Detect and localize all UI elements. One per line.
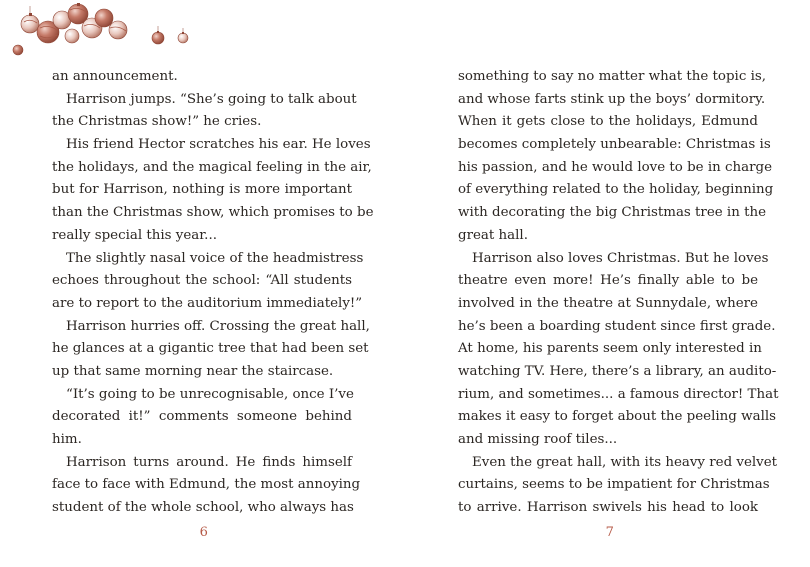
text-line: and whose farts stink up the boys’ dormitory.	[458, 91, 766, 107]
text-line: curtains, seems to be impatient for Christmas	[458, 477, 770, 493]
text-line: “It’s going to be unrecognisable, once I’ve	[66, 386, 354, 402]
text-line: becomes completely unbearable: Christmas is	[458, 137, 771, 153]
text-line: Harrison turns around. He finds himself	[66, 454, 352, 470]
text-line: and missing roof tiles...	[458, 432, 618, 447]
text-line: he’s been a boarding student since first grade.	[458, 318, 776, 334]
text-line: His friend Hector scratches his ear. He loves	[66, 137, 371, 153]
text-line: an announcement.	[52, 69, 178, 84]
text-line: he glances at a gigantic tree that had been set	[52, 341, 369, 357]
text-line: decorated it!” comments someone behind	[52, 409, 352, 425]
text-line: are to report to the auditorium immediately!”	[52, 295, 363, 311]
text-line: watching TV. Here, there’s a library, an audito-	[458, 363, 777, 379]
text-line: him.	[52, 432, 82, 447]
text-line: his passion, and he would love to be in charge	[458, 159, 773, 175]
text-line: Harrison hurries off. Crossing the great hall,	[66, 318, 370, 334]
christmas-ornaments-icon	[0, 0, 200, 70]
text-line: but for Harrison, nothing is more important	[52, 182, 352, 198]
text-line: echoes throughout the school: “All students	[52, 273, 352, 289]
text-line: Harrison jumps. “She’s going to talk about	[66, 91, 357, 107]
text-line: up that same morning near the staircase.	[52, 363, 334, 379]
left-page	[52, 66, 374, 520]
text-line: Harrison also loves Christmas. But he loves	[472, 250, 769, 266]
text-line: At home, his parents seem only interested in	[458, 341, 762, 357]
text-line: the holidays, and the magical feeling in the air,	[52, 159, 372, 175]
text-line: When it gets close to the holidays, Edmund	[458, 114, 758, 130]
text-line: involved in the theatre at Sunnydale, where	[458, 295, 758, 311]
text-line: rium, and sometimes... a famous director! That	[458, 386, 779, 402]
text-line: something to say no matter what the topic is,	[458, 69, 766, 84]
page-number-right: 7	[605, 525, 615, 540]
text-line: than the Christmas show, which promises to be	[52, 205, 374, 221]
text-line: really special this year...	[52, 227, 217, 243]
text-line: great hall.	[458, 227, 528, 243]
text-line: makes it easy to forget about the peeling walls	[458, 409, 777, 425]
text-line: theatre even more! He’s finally able to be	[458, 273, 758, 289]
text-line: with decorating the big Christmas tree in the	[458, 205, 767, 221]
text-line: face to face with Edmund, the most annoying	[52, 477, 361, 493]
text-line: The slightly nasal voice of the headmistress	[66, 250, 364, 266]
text-line: of everything related to the holiday, beginning	[458, 182, 774, 198]
text-line: Even the great hall, with its heavy red velvet	[472, 454, 778, 470]
page-number-left: 6	[199, 525, 209, 540]
text-line: to arrive. Harrison swivels his head to look	[458, 500, 758, 516]
text-line: the Christmas show!” he cries.	[52, 114, 262, 130]
text-line: student of the whole school, who always has	[52, 500, 354, 516]
right-page	[458, 66, 779, 520]
